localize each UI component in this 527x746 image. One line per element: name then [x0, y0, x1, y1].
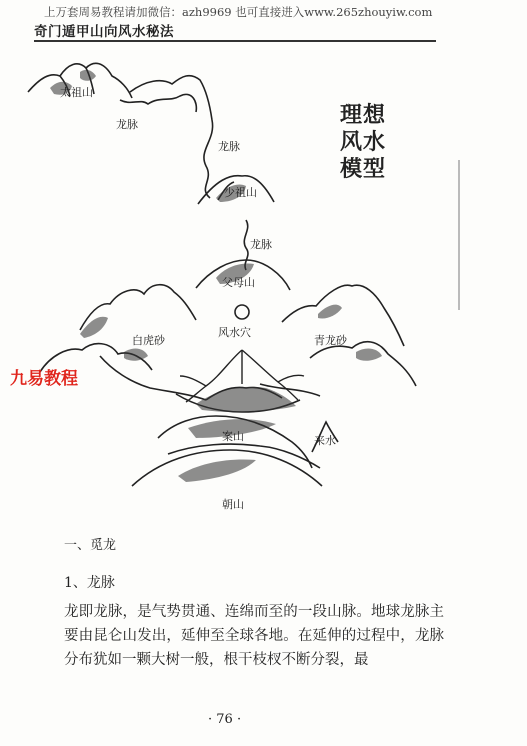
an-mountain-label: 案山 — [222, 430, 244, 443]
qinglong-sand-label: 青龙砂 — [314, 334, 347, 347]
ideal-title-line: 风水 — [340, 129, 387, 155]
fengshui-diagram-drawing — [20, 50, 460, 530]
dragon-vein-label-2: 龙脉 — [218, 140, 240, 153]
fumu-mountain-label: 父母山 — [222, 276, 255, 289]
taizu-mountain-label: 太祖山 — [60, 86, 93, 99]
ideal-model-title — [340, 102, 386, 183]
subheading: 1、龙脉 — [64, 575, 115, 591]
dragon-vein-label-3: 龙脉 — [250, 238, 272, 251]
dragon-vein-3 — [244, 220, 248, 270]
ideal-title-line: 理想 — [340, 102, 387, 128]
dragon-vein-2 — [130, 76, 213, 198]
ideal-title-line: 模型 — [340, 156, 387, 182]
brand-mark: 九易教程 — [10, 369, 78, 389]
shaozu-mountain-label: 少祖山 — [224, 186, 257, 199]
lair-circle — [235, 305, 249, 319]
chao-mountain-label: 朝山 — [222, 498, 244, 511]
fengshui-diagram — [20, 50, 460, 530]
section-heading: 一、觅龙 — [64, 538, 117, 553]
body-paragraph: 龙即龙脉，是气势贯通、连绵而至的一段山脉。地球龙脉主要由昆仑山发出，延伸至全球各地。在延伸的过程中，龙脉分布犹如一颗大树一般，根干枝杈不断分裂，最 — [64, 604, 444, 668]
baihu-sand-label: 白虎砂 — [132, 334, 165, 347]
page-number: · 76 · — [208, 712, 242, 727]
incoming-water-label: 来水 — [314, 434, 336, 447]
watermark-text: 上万套周易教程请加微信：azh9969 也可直接进入www.265zhouyiw.com — [44, 5, 433, 19]
lair-label: 风水穴 — [218, 326, 251, 339]
dragon-vein-label-1: 龙脉 — [116, 118, 138, 131]
header-rule — [34, 40, 436, 42]
running-head: 奇门遁甲山向风水秘法 — [34, 24, 174, 40]
